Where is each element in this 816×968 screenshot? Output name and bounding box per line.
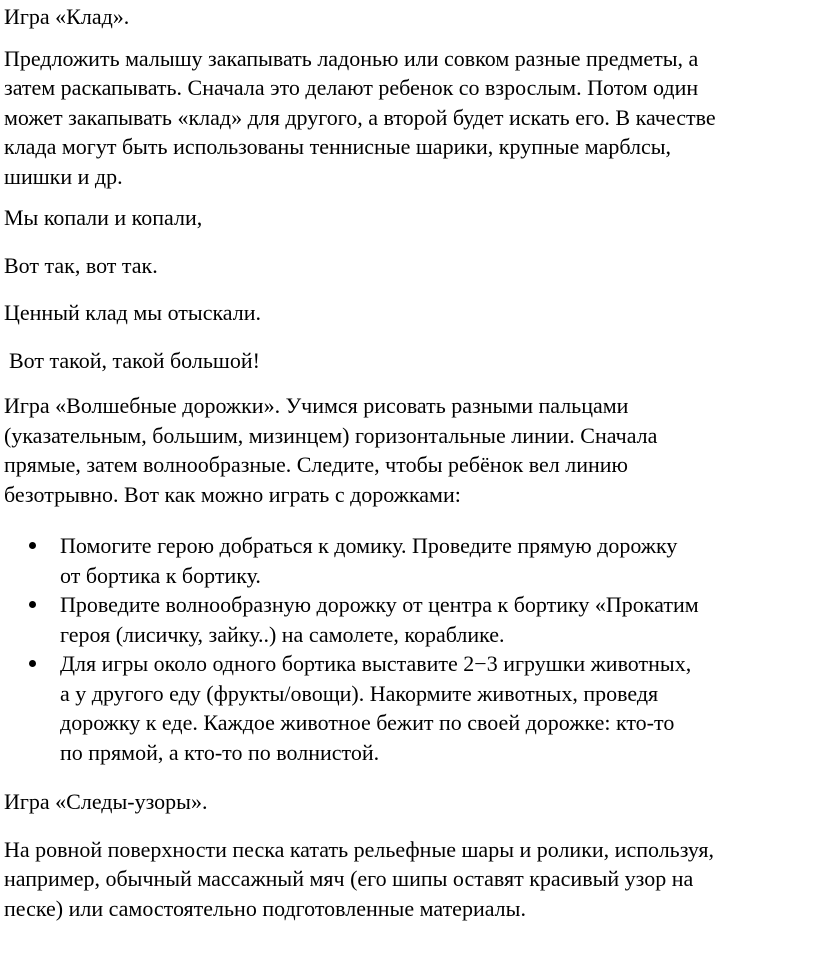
list-item	[4, 531, 816, 590]
bullet-icon	[29, 660, 36, 667]
text-line: Помогите герою добраться к домику. Проведите прямую дорожку	[60, 533, 678, 558]
text-line: затем раскапывать. Сначала это делают ребенок со взрослым. Потом один	[4, 75, 699, 100]
text-line: безотрывно. Вот как можно играть с дорожками:	[4, 481, 461, 507]
bullet-icon	[29, 542, 36, 549]
poem-line-1	[4, 203, 816, 233]
text-line: может закапывать «клад» для другого, а второй будет искать его. В качестве	[4, 104, 716, 130]
heading-text: Игра «Следы-узоры».	[4, 789, 208, 814]
heading-text: Игра «Клад».	[4, 4, 130, 29]
text-line: клада могут быть использованы теннисные шарики, крупные марблсы,	[4, 134, 672, 159]
heading-game-klad	[4, 2, 816, 32]
text-line: от бортика к бортику.	[60, 562, 261, 588]
poem-text: Мы копали и копали,	[4, 205, 203, 230]
text-line: Для игры около одного бортика выставите 2−3 игрушки животных,	[60, 651, 692, 676]
bullet-icon	[29, 601, 36, 608]
text-line: дорожку к еде. Каждое животное бежит по своей дорожке: кто-то	[60, 710, 675, 735]
text-line: Проведите волнообразную дорожку от центра к бортику «Прокатим	[60, 592, 699, 617]
heading-game-sledy	[4, 787, 816, 817]
text-line: Игра «Волшебные дорожки». Учимся рисовать разными пальцами	[4, 393, 629, 418]
text-line: героя (лисичку, зайку..) на самолете, кораблике.	[60, 621, 505, 647]
text-line: Предложить малышу закапывать ладонью или совком разные предметы, а	[4, 45, 699, 71]
text-line: а у другого еду (фрукты/овощи). Накормите животных, проведя	[60, 680, 659, 706]
poem-line-2	[4, 251, 816, 281]
poem-line-4	[4, 346, 816, 376]
text-line: На ровной поверхности песка катать рельефные шары и ролики, используя,	[4, 836, 715, 862]
text-line: (указательным, большим, мизинцем) горизонтальные линии. Сначала	[4, 422, 658, 448]
text-line: по прямой, а кто-то по волнистой.	[60, 739, 380, 765]
list-item	[4, 590, 816, 649]
poem-text: Вот так, вот так.	[4, 252, 158, 278]
bullet-list	[4, 531, 816, 767]
text-line: шишки и др.	[4, 163, 123, 189]
paragraph-klad	[4, 44, 816, 192]
paragraph-sledy	[4, 835, 816, 924]
text-line: прямые, затем волнообразные. Следите, чтобы ребёнок вел линию	[4, 452, 628, 477]
poem-line-3	[4, 298, 816, 328]
paragraph-dorozhki	[4, 391, 816, 509]
text-line: например, обычный массажный мяч (его шипы оставят красивый узор на	[4, 866, 694, 891]
poem-text: Вот такой, такой большой!	[9, 347, 260, 373]
poem-text: Ценный клад мы отыскали.	[4, 300, 262, 325]
list-item	[4, 649, 816, 767]
text-line: песке) или самостоятельно подготовленные материалы.	[4, 895, 526, 921]
